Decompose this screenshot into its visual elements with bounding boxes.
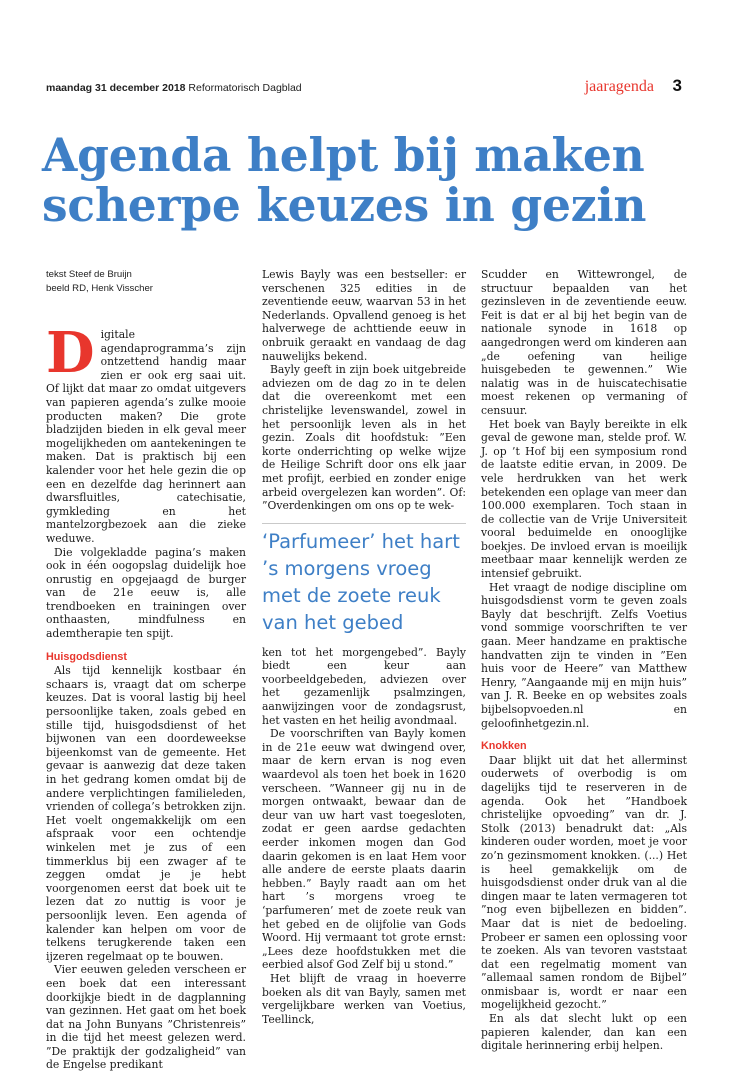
body-paragraph: Het blijft de vraag in hoeverre boeken als dit van Bayly, samen met vergelijkbare werken van Voetius, Teellinck, (262, 971, 466, 1026)
section-label: jaaragenda (584, 78, 654, 95)
section-subhead: Huisgodsdienst (46, 650, 127, 663)
article-column-2 (262, 268, 466, 1026)
page-header (46, 78, 682, 96)
body-paragraph: Als tijd kennelijk kostbaar én schaars is, vraagt dat om scherpe keuzes. Dat is vooral lastig bij heel persoonlijke taken, zoals gebed en stille tijd, huisgodsdienst of het bijwonen van een doordeweekse bijeenkomst van de gemeente. Het gevaar is aanwezig dat deze taken in het gedrang komen omdat bij de andere verplichtingen familieleden, vrienden of collega’s betrokken zijn. Het voelt ongemakkelijk om een afspraak voor een ochtendje winkelen met je zus of een timmerklus bij een zwager af te zeggen omdat je je hebt voorgenomen eerst dat boek uit te lezen dat zo nuttig is voor je persoonlijk leven. Een agenda of kalender kan helpen om voor de telkens terugkerende taken een ijzeren regelmaat op te bouwen. (46, 664, 246, 963)
column-1-body (46, 320, 246, 1072)
article-column-1 (46, 268, 246, 1072)
article-column-3 (481, 268, 687, 1053)
article-headline (42, 130, 702, 230)
body-paragraph: Die volgekladde pagina’s maken ook in één oogopslag duidelijk hoe onrustig en opgejaagd de burger van de 21e eeuw is, alle trendboeken en trainingen over onthaasten, mindfulness en ademtherapie ten spijt. (46, 545, 246, 641)
body-paragraph: Vier eeuwen geleden verscheen er een boek dat een interessant doorkijkje biedt in de dagplanning van gezinnen. Het gaat om het boek dat na John Bunyans ”Christenreis” in die tijd het meest gelezen werd. ”De praktijk der godzaligheid” van de Engelse predikant (46, 963, 246, 1072)
section-subhead: Knokken (481, 740, 527, 753)
author-credit: tekst Steef de Bruijn (46, 269, 132, 280)
issue-date: maandag 31 december 2018 (46, 82, 186, 94)
dateline (46, 82, 302, 94)
body-paragraph: ken tot het morgengebed”. Bayly biedt een keur aan voorbeeldgebeden, adviezen over het gezamenlijk psalmzingen, aanwijzingen voor de zondagsrust, het vasten en het heilig avondmaal. (262, 645, 466, 727)
publication-name: Reformatorisch Dagblad (188, 82, 302, 94)
body-paragraph: Daar blijkt uit dat het allerminst ouderwets of overbodig is om dagelijks tijd te reserveren in de agenda. Ook het ”Handboek christelijke opvoeding” van dr. J. Stolk (2013) benadrukt dat: „Als kinderen ouder worden, moet je voor zo’n gezinsmoment knokken. (...) Het is heel gemakkelijk om de huisgodsdienst onder druk van al die dingen maar te laten vermageren tot ”nog even bijbellezen en bidden”. Maar dat is niet de bedoeling. Probeer er samen een oplossing voor te zoeken. Als van tevoren vaststaat dat een regelmatig moment van ”allemaal samen rondom de Bijbel” onmisbaar is, wordt er naar een mogelijkheid gezocht.” (481, 753, 687, 1012)
body-paragraph: Lewis Bayly was een bestseller: er verschenen 325 edities in de zeventiende eeuw, waarvan 53 in het Nederlands. Opvallend genoeg is het halverwege de achttiende eeuw in onbruik geraakt en vandaag de dag nauwelijks bekend. (262, 268, 466, 363)
headline-line-1: Agenda helpt bij maken (42, 128, 645, 182)
body-paragraph: En als dat slecht lukt op een papieren kalender, dan kan een digitale herinnering erbij helpen. (481, 1012, 687, 1053)
column-2-body (262, 268, 466, 1026)
page-number: 3 (672, 76, 682, 95)
body-paragraph: Het boek van Bayly bereikte in elk geval de gewone man, stelde prof. W. J. op ’t Hof bij een symposium rond de laatste editie ervan, in 2009. De vele herdrukken van het werk betekenden een oplage van meer dan 100.000 exemplaren. Toch staan in de collectie van de Vrije Universiteit vooral beduimelde en onooglijke boekjes. De invloed ervan is moeilijk meetbaar maar kennelijk werden ze intensief gebruikt. (481, 417, 687, 581)
headline-line-2: scherpe keuzes in gezin (42, 178, 647, 232)
body-paragraph: Bayly geeft in zijn boek uitgebreide adviezen om de dag zo in te delen dat die overeenkomt met een christelijke levenswandel, zowel in het persoonlijk leven als in het gezin. Zoals dit hoofdstuk: ”Een korte onderrichting op welke wijze de Heilige Schrift door ons elk jaar met profijt, eerbied en zonder enige arbeid overgelezen kan worden”. Of: ”Overdenkingen om ons op te wek- (262, 363, 466, 513)
column-3-body (481, 268, 687, 1053)
body-paragraph: Digitale agendaprogramma’s zijn ontzettend handig maar zien er ook erg saai uit. Of lijkt dat maar zo omdat uitgevers van papieren agenda’s zulke mooie producten maken? Die grote bladzijden bieden in elk geval meer mogelijkheden om aantekeningen te maken. Dat is praktisch bij een kalender voor het hele gezin die op een en dezelfde dag herinnert aan dwarsfluitles, catechisatie, gymkleding en het mantelzorgbezoek aan die zieke weduwe. (46, 320, 246, 545)
image-credit: beeld RD, Henk Visscher (46, 283, 154, 294)
pull-quote: ‘Parfumeer’ het hart ’s morgens vroeg met de zoete reuk van het gebed (262, 523, 466, 636)
body-paragraph: Het vraagt de nodige discipline om huisgodsdienst vorm te geven zoals Bayly dat beschrijft. Zelfs Voetius vond sommige voorschriften te ver gaan. Meer handzame en praktische handvatten zijn te vinden in ”Een huis voor de Heere” van Matthew Henry, ”Aangaande mij en mijn huis” van J. R. Beeke en op websites zoals bijbelsopvoeden.nl en geloofinhetgezin.nl. (481, 580, 687, 730)
body-paragraph: De voorschriften van Bayly komen in de 21e eeuw wat dwingend over, maar de kern ervan is nog even waardevol als toen het boek in 1620 verscheen. ”Wanneer gij nu in de morgen ontwaakt, bewaar dan de deur van uw hart vast toegesloten, zodat er geen aardse gedachten eerder inkomen mogen dan God daarin gekomen is en laat Hem voor alle andere de eerste plaats daarin hebben.” Bayly raadt aan om het hart ’s morgens vroeg te ‘parfumeren’ met de zoete reuk van het gebed en de olijfolie van Gods Woord. Hij vermaant tot grote ernst: „Lees deze hoofdstukken met die eerbied alsof God Zelf bij u stond.” (262, 727, 466, 972)
body-paragraph: Scudder en Wittewrongel, de structuur bepaalden van het gezinsleven in de zeventiende eeuw. Feit is dat er al bij het begin van de nationale synode in 1618 op aangedrongen werd om kinderen aan „de oefening van heilige huisgebeden te gewennen.” Wie nalatig was in de huiscatechisatie moest rekenen op vermaning of censuur. (481, 268, 687, 417)
byline (46, 268, 246, 296)
